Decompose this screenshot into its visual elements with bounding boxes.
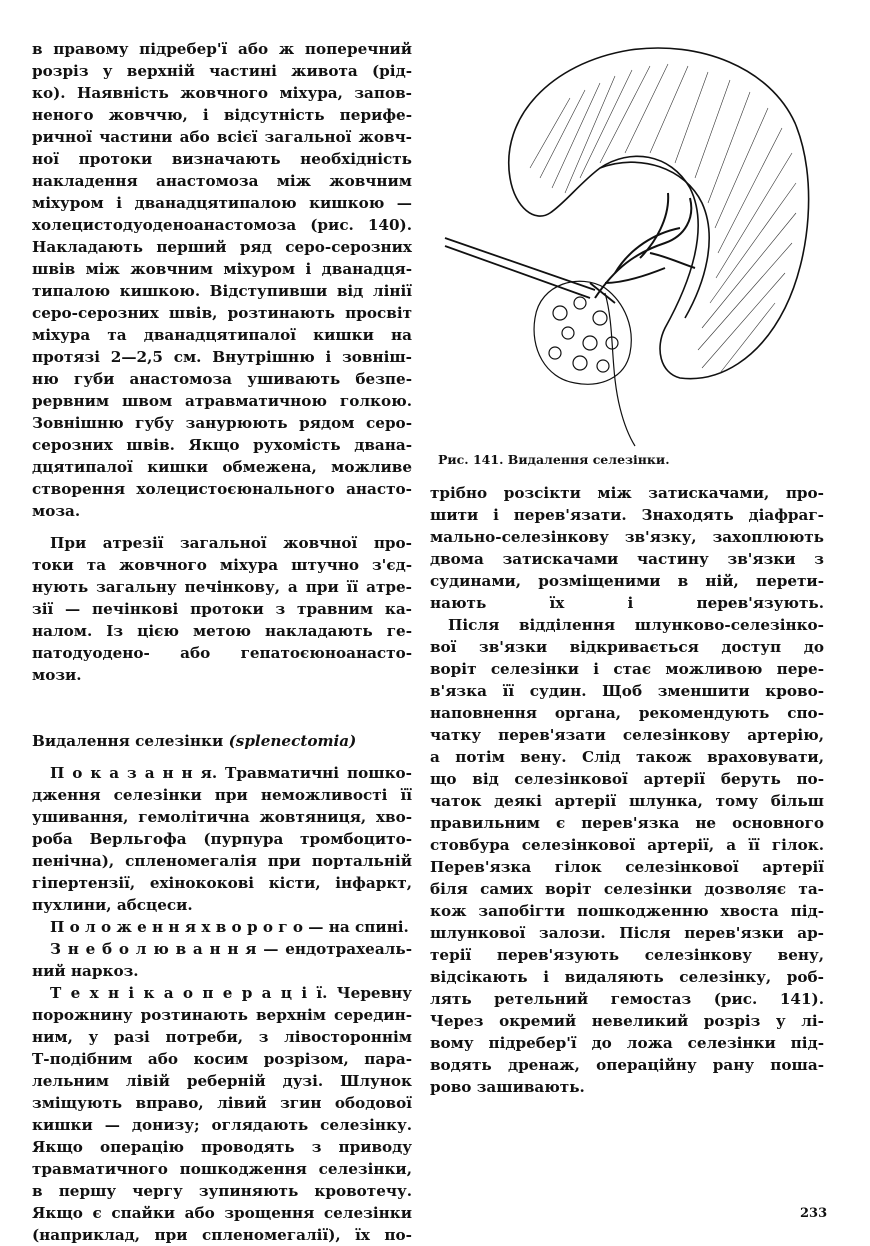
text-line: міхура та дванадцятипалої кишки на xyxy=(32,326,412,344)
text-line: Т-подібним або косим розрізом, пара- xyxy=(32,1050,412,1068)
text-line: трібно розсікти між затискачами, про- xyxy=(430,484,824,502)
paragraph xyxy=(32,762,412,916)
text-line: серозних швів. Якщо рухомість двана- xyxy=(32,436,412,454)
text-line: Накладають перший ряд серо-серозних xyxy=(32,238,412,256)
text-line: При атрезії загальної жовчної про- xyxy=(50,534,412,552)
text-line: лельним лівій реберній дузі. Шлунок xyxy=(32,1072,412,1090)
text-line: відсікають і видаляють селезінку, роб- xyxy=(430,968,824,986)
text-line: створення холецистоєюнального анасто- xyxy=(32,480,412,498)
text-line: накладення анастомоза між жовчним xyxy=(32,172,412,190)
paragraph xyxy=(32,532,412,686)
text-line: чаток деякі артерії шлунка, тому більш xyxy=(430,792,824,810)
text-line: кож запобігти пошкодженню хвоста під- xyxy=(430,902,824,920)
text-line: наповнення органа, рекомендують спо- xyxy=(430,704,824,722)
text-line: ний наркоз. xyxy=(32,962,139,980)
paragraph xyxy=(32,38,412,522)
text-line: типалою кишкою. Відступивши від лінії xyxy=(32,282,412,300)
text-line: біля самих воріт селезінки дозволяє та- xyxy=(430,880,824,898)
paragraph xyxy=(430,614,824,1098)
text-line: Після відділення шлунково-селезінко- xyxy=(448,616,824,634)
text-line: двома затискачами частину зв'язки з xyxy=(430,550,824,568)
text-line: ним, у разі потреби, з лівостороннім xyxy=(32,1028,412,1046)
text-line: швів між жовчним міхуром і дванадця- xyxy=(32,260,412,278)
text-line: судинами, розміщеними в ній, перети- xyxy=(430,572,824,590)
text-line: дцятипалої кишки обмежена, можливе xyxy=(32,458,412,476)
text-line: стовбура селезінкової артерії, а її гілок. xyxy=(430,836,824,854)
text-line: в першу чергу зупиняють кровотечу. xyxy=(32,1182,412,1200)
text-line: протязі 2—2,5 см. Внутрішню і зовніш- xyxy=(32,348,412,366)
text-line: дження селезінки при неможливості її xyxy=(32,786,412,804)
text-line: рово зашивають. xyxy=(430,1078,585,1096)
figure-caption: Рис. 141. Видалення селезінки. xyxy=(438,452,670,467)
text-line: воріт селезінки і стає можливою пере- xyxy=(430,660,824,678)
text-line: П о л о ж е н н я х в о р о г о — на спині. xyxy=(50,918,409,936)
text-line: зії — печінкові протоки з травним ка- xyxy=(32,600,412,618)
text-line: токи та жовчного міхура штучно з'єд- xyxy=(32,556,412,574)
text-line: терії перев'язують селезінкову вену, xyxy=(430,946,824,964)
text-line: Зовнішню губу занурюють рядом серо- xyxy=(32,414,412,432)
text-line: ню губи анастомоза ушивають безпе- xyxy=(32,370,412,388)
text-line: неного жовччю, і відсутність перифе- xyxy=(32,106,412,124)
text-line: гіпертензії, ехінококові кісти, інфаркт, xyxy=(32,874,412,892)
text-line: вої зв'язки відкривається доступ до xyxy=(430,638,824,656)
paragraph xyxy=(32,982,412,1246)
text-line: Перев'язка гілок селезінкової артерії xyxy=(430,858,824,876)
text-line: (наприклад, при спленомегалії), їх по- xyxy=(32,1226,412,1244)
text-line: рервним швом атравматичною голкою. xyxy=(32,392,412,410)
text-line: П о к а з а н н я. Травматичні пошко- xyxy=(50,764,412,782)
text-line: шлункової залози. Після перев'язки ар- xyxy=(430,924,824,942)
text-line: патодуодено- або гепатоєюноанасто- xyxy=(32,644,412,662)
page-number: 233 xyxy=(800,1206,828,1221)
text-line: шити і перев'язати. Знаходять діафраг- xyxy=(430,506,824,524)
text-line: вому підребер'ї до ложа селезінки під- xyxy=(430,1034,824,1052)
text-line: лять ретельний гемостаз (рис. 141). xyxy=(430,990,824,1008)
text-line: нають їх і перев'язують. xyxy=(430,594,824,612)
right-column xyxy=(430,482,824,1098)
text-line: що від селезінкової артерії беруть по- xyxy=(430,770,824,788)
text-line: розріз у верхній частині живота (рід- xyxy=(32,62,412,80)
left-column xyxy=(32,38,412,1246)
text-line: порожнину розтинають верхнім середин- xyxy=(32,1006,412,1024)
text-line: ко). Наявність жовчного міхура, запов- xyxy=(32,84,412,102)
text-line: пухлини, абсцеси. xyxy=(32,896,193,914)
text-line: Через окремий невеликий розріз у лі- xyxy=(430,1012,824,1030)
text-line: Якщо операцію проводять з приводу xyxy=(32,1138,412,1156)
text-line: ричної частини або всієї загальної жовч- xyxy=(32,128,412,146)
text-line: мози. xyxy=(32,666,82,684)
text-line: в правому підребер'ї або ж поперечний xyxy=(32,40,412,58)
spleen-illustration xyxy=(440,28,830,448)
text-line: в'язка її судин. Щоб зменшити крово- xyxy=(430,682,824,700)
text-line: роба Верльгофа (пурпура тромбоцито- xyxy=(32,830,412,848)
text-line: пенічна), спленомегалія при портальній xyxy=(32,852,412,870)
text-line: а потім вену. Слід також враховувати, xyxy=(430,748,824,766)
text-line: зміщують вправо, лівий згин ободової xyxy=(32,1094,412,1112)
text-line: моза. xyxy=(32,502,81,520)
text-line: чатку перев'язати селезінкову артерію, xyxy=(430,726,824,744)
paragraph xyxy=(32,916,412,982)
text-line: холецистодуоденоанастомоза (рис. 140). xyxy=(32,216,412,234)
text-line: кишки — донизу; оглядають селезінку. xyxy=(32,1116,412,1134)
section-heading-latin: (splenectomia) xyxy=(228,732,357,750)
section-heading xyxy=(32,730,412,752)
text-line: серо-серозних швів, розтинають просвіт xyxy=(32,304,412,322)
text-line: Т е х н і к а о п е р а ц і ї. Черевну xyxy=(50,984,412,1002)
text-line: травматичного пошкодження селезінки, xyxy=(32,1160,412,1178)
text-line: Якщо є спайки або зрощення селезінки xyxy=(32,1204,412,1222)
section-heading-title: Видалення селезінки xyxy=(32,732,224,750)
text-line: мально-селезінкову зв'язку, захоплюють xyxy=(430,528,824,546)
text-line: З н е б о л ю в а н н я — ендотрахеаль- xyxy=(50,940,412,958)
text-line: міхуром і дванадцятипалою кишкою — xyxy=(32,194,412,212)
text-line: ної протоки визначають необхідність xyxy=(32,150,412,168)
text-line: налом. Із цією метою накладають ге- xyxy=(32,622,412,640)
paragraph xyxy=(430,482,824,614)
text-line: правильним є перев'язка не основного xyxy=(430,814,824,832)
text-line: водять дренаж, операційну рану поша- xyxy=(430,1056,824,1074)
text-line: ушивання, гемолітична жовтяниця, хво- xyxy=(32,808,412,826)
text-line: нують загальну печінкову, а при її атре- xyxy=(32,578,412,596)
